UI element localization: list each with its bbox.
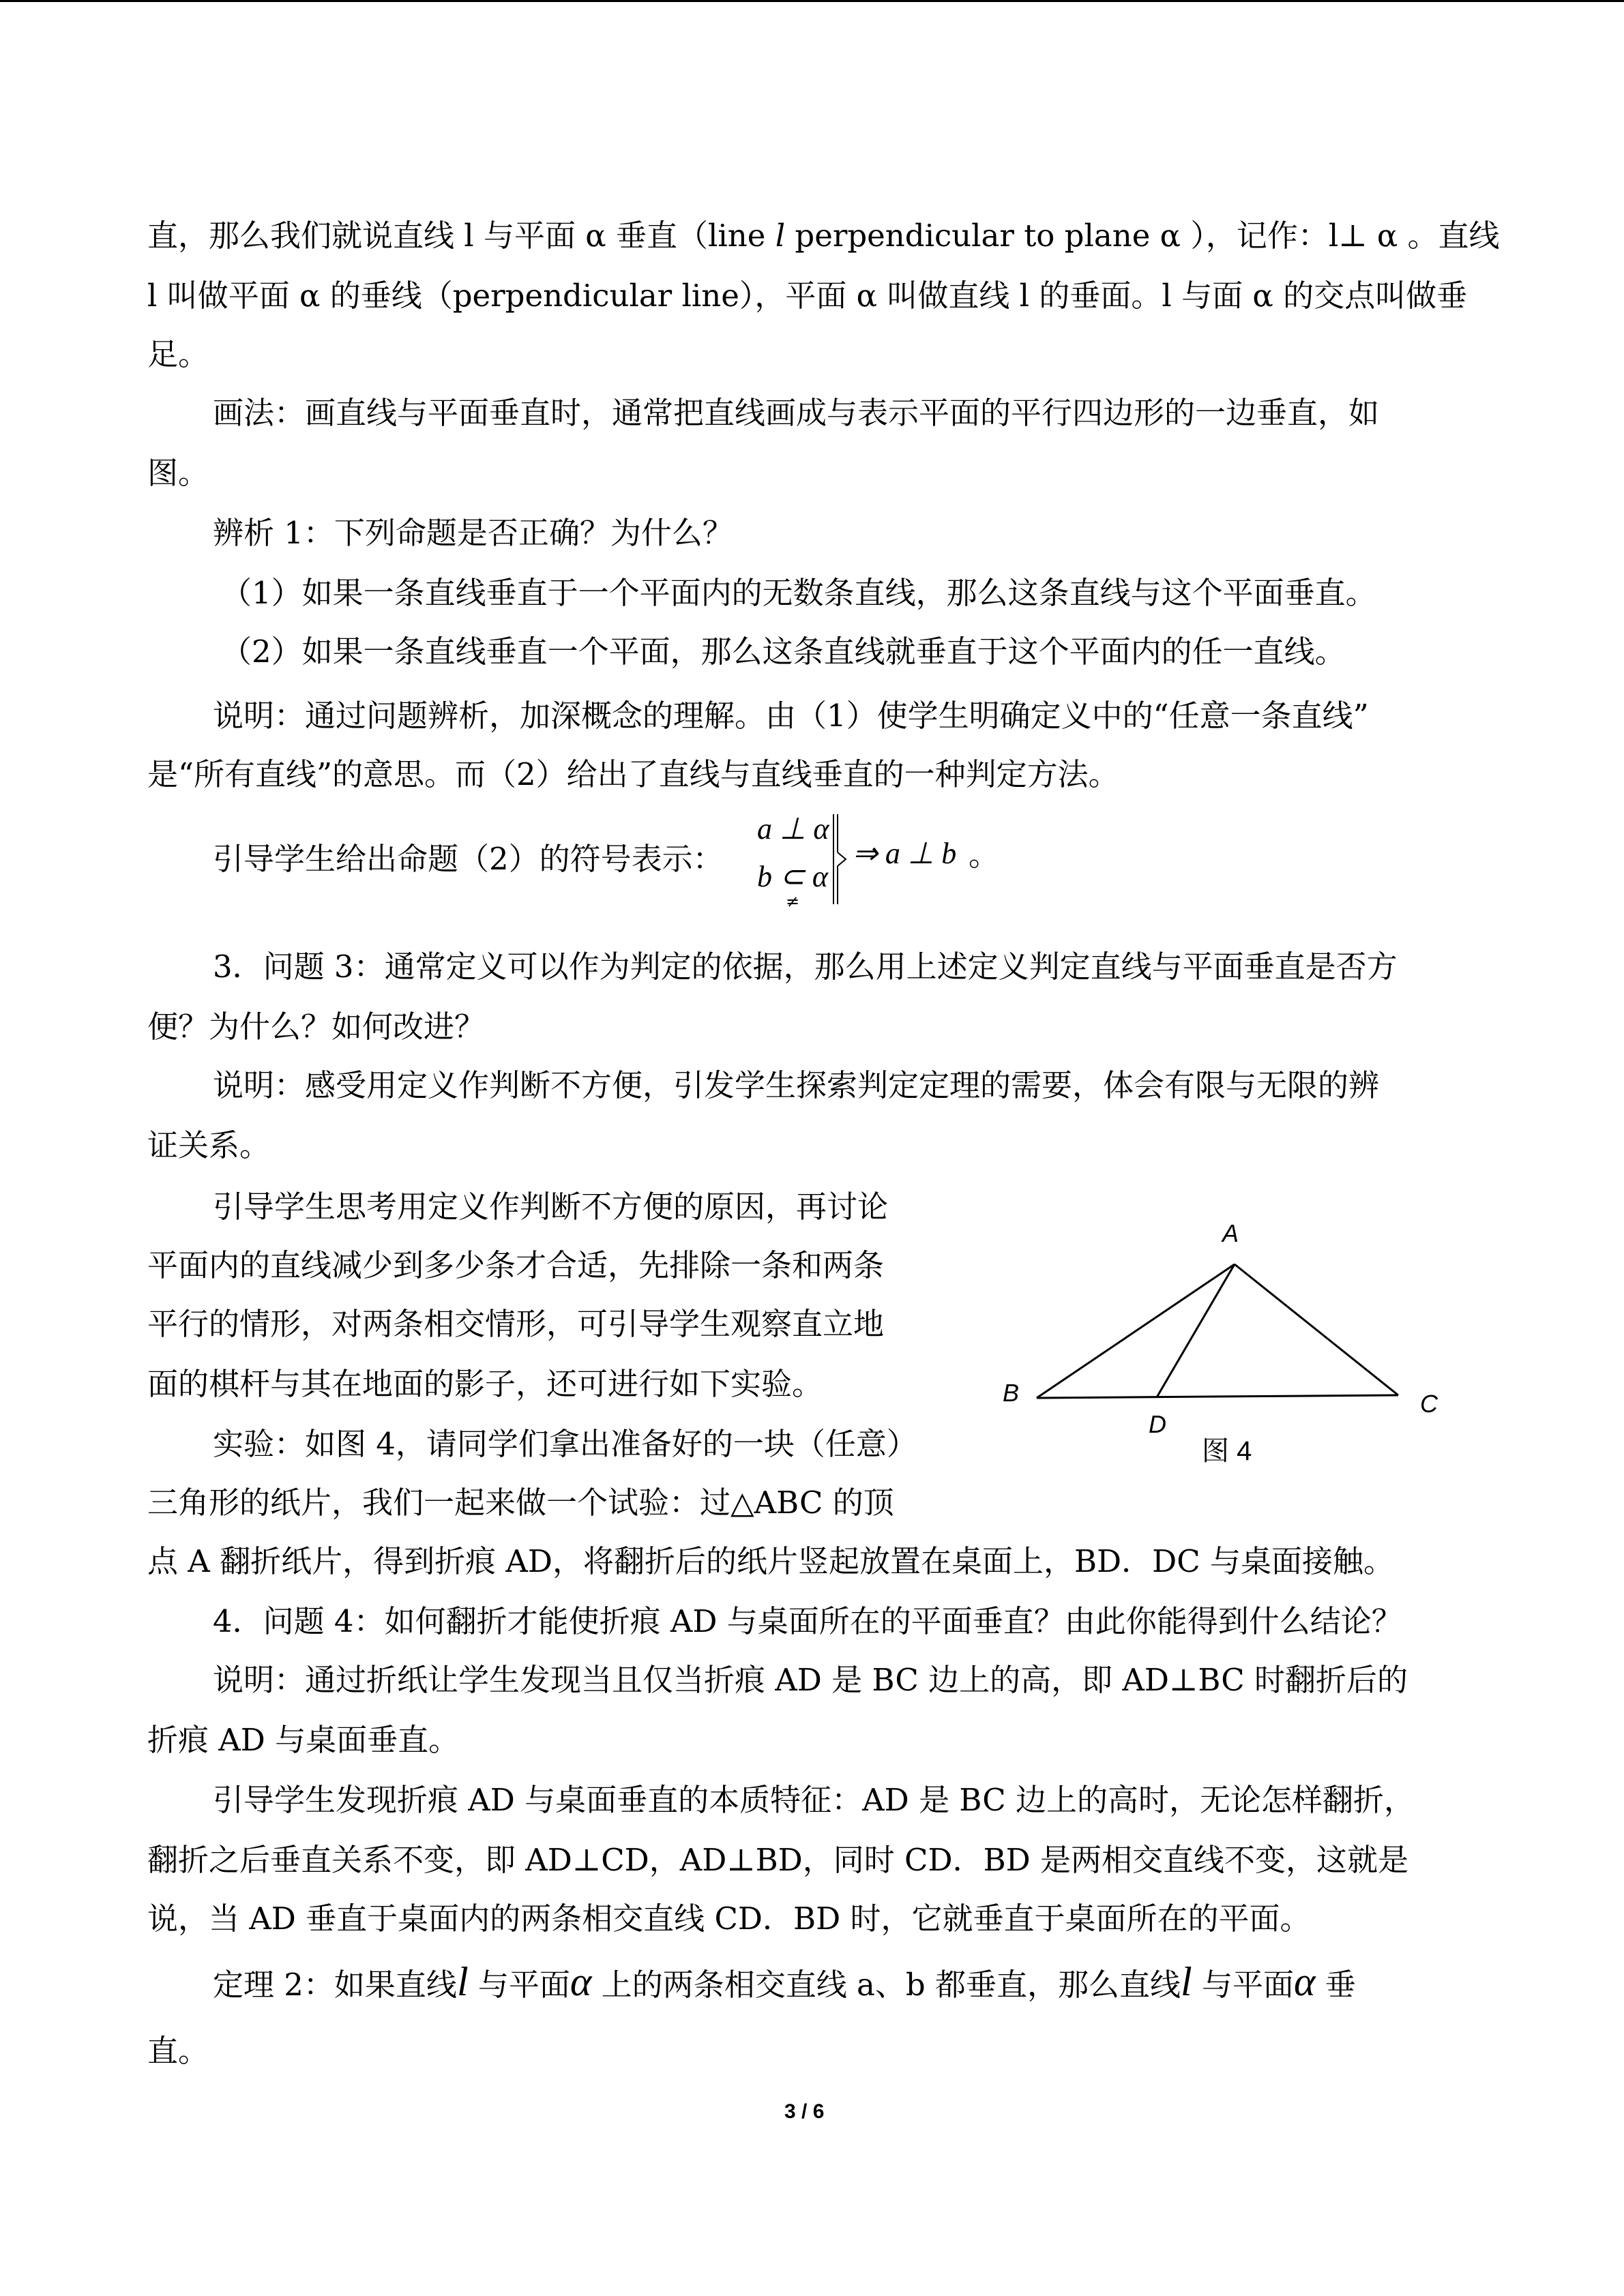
edge-ab: [1037, 1264, 1235, 1398]
brace-icon: [831, 811, 855, 907]
text-line: 引导学生给出命题（2）的符号表示：: [213, 841, 724, 877]
text-line: 便？为什么？如何改进？: [147, 1009, 486, 1045]
vertex-label-d: D: [1149, 1410, 1166, 1438]
fold-line-ad: [1157, 1264, 1235, 1397]
text-line: 图。: [147, 455, 209, 491]
vertex-label-a: A: [1222, 1219, 1239, 1247]
text-line: 说明：通过问题辨析，加深概念的理解。由（1）使学生明确定义中的“任意一条直线”: [213, 698, 1369, 734]
text-span: perpendicular to plane α ），记作：l⊥ α 。直线: [785, 218, 1500, 254]
text-line: [213, 1961, 1356, 2006]
text-span: 定理 2：如果直线: [213, 1967, 457, 2003]
math-symbol: l: [456, 1959, 469, 2004]
math-symbol: ≠: [786, 892, 800, 911]
text-line: 平面内的直线减少到多少条才合适，先排除一条和两条: [147, 1247, 885, 1283]
math-symbol: l: [1180, 1959, 1192, 2004]
text-line: 引导学生思考用定义作判断不方便的原因，再讨论: [213, 1189, 889, 1225]
text-line: l 叫做平面 α 的垂线（perpendicular line），平面 α 叫做直线 l 的垂面。l 与面 α 的交点叫做垂: [147, 278, 1468, 314]
text-line: 3．问题 3：通常定义可以作为判定的依据，那么用上述定义判定直线与平面垂直是否方: [213, 949, 1398, 985]
text-span: 垂: [1315, 1967, 1356, 2003]
text-line: 三角形的纸片，我们一起来做一个试验：过△ABC 的顶: [147, 1485, 894, 1521]
text-span: 。: [969, 837, 1000, 873]
text-line: 翻折之后垂直关系不变，即 AD⊥CD，AD⊥BD，同时 CD．BD 是两相交直线不变，这就是: [147, 1842, 1409, 1878]
vertex-label-c: C: [1420, 1390, 1438, 1418]
text-line: 说，当 AD 垂直于桌面内的两条相交直线 CD．BD 时，它就垂直于桌面所在的平面。: [147, 1900, 1311, 1937]
text-line: 平行的情形，对两条相交情形，可引导学生观察直立地: [147, 1306, 885, 1342]
text-line: 画法：画直线与平面垂直时，通常把直线画成与表示平面的平行四边形的一边垂直，如: [213, 395, 1380, 431]
math-symbol: α: [570, 1959, 592, 2004]
text-line: 说明：通过折纸让学生发现当且仅当折痕 AD 是 BC 边上的高，即 AD⊥BC 时翻折后的: [213, 1662, 1408, 1698]
text-line: [147, 215, 1500, 256]
figure-4: [982, 1207, 1460, 1473]
text-line: 直。: [147, 2033, 209, 2069]
text-line: 引导学生发现折痕 AD 与桌面垂直的本质特征：AD 是 BC 边上的高时，无论怎样翻折，: [213, 1782, 1415, 1818]
text-line: 辨析 1：下列命题是否正确？为什么？: [213, 515, 733, 551]
text-span: 与平面: [1192, 1967, 1294, 2003]
text-span: 直，那么我们就说直线 l 与平面 α 垂直（line: [147, 218, 776, 254]
page-number: 3 / 6: [784, 2100, 825, 2123]
text-line: 实验：如图 4，请同学们拿出准备好的一块（任意）: [213, 1426, 917, 1462]
text-span: 上的两条相交直线 a、b 都垂直，那么直线: [591, 1967, 1181, 2003]
text-line: 说明：感受用定义作判断不方便，引发学生探索判定定理的需要，体会有限与无限的辨: [213, 1067, 1380, 1103]
text-line: 折痕 AD 与桌面垂直。: [147, 1722, 460, 1758]
text-line: 4．问题 4：如何翻折才能使折痕 AD 与桌面所在的平面垂直？由此你能得到什么结论？: [213, 1603, 1402, 1639]
vertex-label-b: B: [1003, 1379, 1020, 1407]
top-border: [0, 0, 1624, 5]
math-symbol: l: [775, 218, 786, 254]
edge-ac: [1235, 1264, 1398, 1395]
math-line: b ⊂ α: [757, 860, 828, 893]
text-span: 与平面: [468, 1967, 570, 2003]
text-line: 是“所有直线”的意思。而（2）给出了直线与直线垂直的一种判定方法。: [147, 756, 1119, 792]
math-line: a ⊥ α: [757, 812, 829, 846]
symbolic-expression: [750, 802, 1009, 918]
figure-caption: 图 4: [1202, 1436, 1252, 1466]
text-line: 点 A 翻折纸片，得到折痕 AD，将翻折后的纸片竖起放置在桌面上，BD．DC 与桌面接触。: [147, 1543, 1394, 1579]
text-line: 证关系。: [147, 1127, 271, 1163]
math-line: ⇒ a ⊥ b: [853, 837, 957, 870]
text-line: （1）如果一条直线垂直于一个平面内的无数条直线，那么这条直线与这个平面垂直。: [221, 575, 1376, 611]
text-line: （2）如果一条直线垂直一个平面，那么这条直线就垂直于这个平面内的任一直线。: [221, 633, 1346, 670]
math-symbol: α: [1293, 1959, 1316, 2004]
edge-bc: [1037, 1395, 1398, 1398]
text-line: 足。: [147, 336, 209, 372]
text-line: 面的棋杆与其在地面的影子，还可进行如下实验。: [147, 1366, 823, 1402]
